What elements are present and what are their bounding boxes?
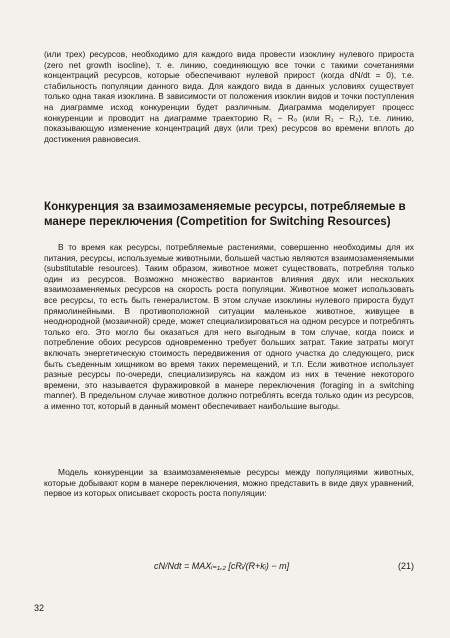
- paragraph-body: В то время как ресурсы, потребляемые растениями, совершенно необходимы для их питания, ресурсы, используемые животными, большей частью являются взаимозаменяемыми (substitutable resources). Таким образом, животное может существовать, потребляя только один из ресурсов. Возможно множество вариантов влияния двух или нескольких взаимозаменяемых ресурсов на скорость роста популяции. Животное может использовать все ресурсы, то есть быть генералистом. В этом случае изоклины нулевого прироста будут прямолинейными. В противоположной ситуации маленькое животное, живущее в неоднородной (мозаичной) среде, может специализироваться на одном ресурсе и потреблять только его. Это могло бы оказаться для него выгодным в том случае, когда поиск и потребление обоих ресурсов одновременно требует больших затрат. Такие затраты могут включать энергетическую стоимость передвижения от одного участка до следующего, риск быть съеденным хищником во время таких перемещений, и т.п. Если животное использует разные ресурсы по-очереди, специализируясь на каждом из них в течение некоторого времени, это называется фуражировкой в манере переключения (foraging in a switching manner). В предельном случае животное должно потреблять всегда только один из ресурсов, а именно тот, который в данный момент обеспечивает наибольшие выгоды.: [44, 242, 414, 411]
- paragraph-continuation: (или трех) ресурсов, необходимо для каждого вида провести изоклину нулевого прироста (zero net growth isocline), т. е. линию, соединяющую все точки с такими сочетаниями концентраций ресурсов, которые обеспечивают нулевой прирост (когда dN/dt = 0), т.е. стабильность популяции данного вида. Для каждого вида в данных условиях существует только одна такая изоклина. В зависимости от положения изоклин видов и точки поступления на диаграмме исход конкуренции будет различным. Диаграмма моделирует процесс конкуренции и проводит на диаграмме траекторию R₁ − R₀ (или R₁ − R₂), т.е. линию, показывающую изменение концентраций двух (или трех) ресурсов во времени вплоть до достижения равновесия.: [44, 49, 414, 144]
- page: [44, 0, 414, 638]
- equation: [44, 561, 414, 575]
- paragraph-model: Модель конкуренции за взаимозаменяемые ресурсы между популяциями животных, которые добывают корм в манере переключения, можно представить в виде двух уравнений, первое из которых описывает скорость роста популяции:: [44, 467, 414, 499]
- equation-expression: cN/Ndt = MAXᵢ₌₁,₂ [cRᵢ/(R+kᵢ) − m]: [154, 561, 290, 571]
- equation-number: (21): [397, 561, 414, 571]
- page-number: 32: [34, 603, 45, 613]
- section-heading: Конкуренция за взаимозаменяемые ресурсы, потребляемые в манере переключения (Competition for Switching Resources): [44, 200, 406, 228]
